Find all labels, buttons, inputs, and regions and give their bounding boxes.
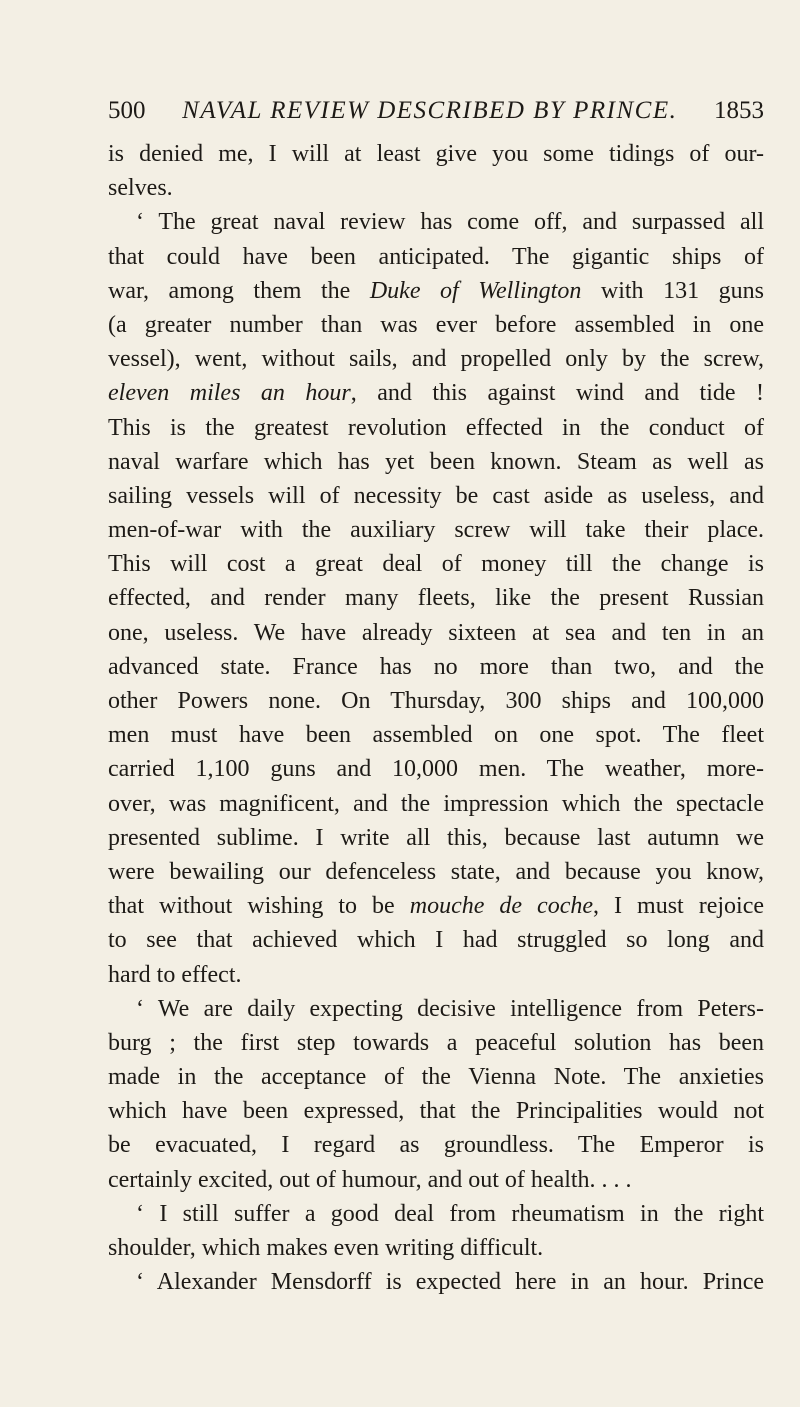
text-line — [108, 1026, 764, 1060]
text-run: hard to effect. — [108, 961, 242, 988]
text-run: made in the acceptance of the Vienna Note. The anxieties — [108, 1064, 764, 1091]
text-run: that could have been anticipated. The gigantic ships of — [108, 243, 764, 270]
text-line — [108, 513, 764, 547]
text-line — [108, 137, 764, 171]
book-page — [108, 98, 764, 1299]
text-run: carried 1,100 guns and 10,000 men. The weather, more- — [108, 756, 764, 783]
text-line — [108, 992, 764, 1026]
text-line — [108, 547, 764, 581]
text-run: , and this against wind and tide ! — [350, 380, 764, 407]
italic-text: Duke of Wellington — [369, 277, 582, 304]
text-line — [108, 342, 764, 376]
text-run: is denied me, I will at least give you some tidings of our- — [108, 141, 764, 167]
text-run: were bewailing our defenceless state, and because you know, — [108, 858, 764, 885]
text-run: to see that achieved which I had struggled so long and — [108, 927, 764, 954]
text-run: sailing vessels will of necessity be cast aside as useless, and — [108, 482, 764, 509]
text-run: This will cost a great deal of money till the change is — [108, 551, 764, 578]
text-line — [108, 821, 764, 855]
text-run: ‘ We are daily expecting decisive intelligence from Peters- — [136, 995, 764, 1022]
running-head — [108, 98, 764, 123]
text-run: that without wishing to be — [108, 893, 410, 920]
text-line — [108, 376, 764, 410]
text-line — [108, 205, 764, 239]
text-line — [108, 1163, 764, 1197]
text-run: shoulder, which makes even writing difficult. — [108, 1235, 544, 1261]
italic-text: eleven miles an hour — [108, 380, 351, 407]
text-line — [108, 889, 764, 923]
text-run: men-of-war with the auxiliary screw will take their place. — [108, 517, 764, 544]
text-line — [108, 1060, 764, 1094]
text-line — [108, 581, 764, 615]
text-run: advanced state. France has no more than two, and the — [108, 653, 764, 680]
text-run: be evacuated, I regard as groundless. The Emperor is — [108, 1132, 764, 1159]
text-run: which have been expressed, that the Principalities would not — [108, 1098, 764, 1125]
text-line — [108, 752, 764, 786]
text-line — [108, 1197, 764, 1231]
text-run: over, was magnificent, and the impression which the spectacle — [108, 790, 764, 817]
text-run: selves. — [108, 175, 173, 202]
text-line — [108, 616, 764, 650]
text-run: ‘ The great naval review has come off, and surpassed all — [136, 209, 764, 236]
running-year: 1853 — [714, 97, 764, 124]
text-run: , I must rejoice — [593, 893, 764, 920]
text-line — [108, 171, 764, 205]
text-line — [108, 1231, 764, 1265]
text-line — [108, 787, 764, 821]
text-line — [108, 923, 764, 957]
text-line — [108, 411, 764, 445]
page-number: 500 — [108, 97, 146, 124]
running-title: NAVAL REVIEW DESCRIBED BY PRINCE. — [182, 97, 678, 124]
text-line — [108, 274, 764, 308]
text-line — [108, 650, 764, 684]
text-line — [108, 855, 764, 889]
italic-text: mouche de coche — [409, 893, 594, 920]
text-run: (a greater number than was ever before assembled in one — [108, 311, 764, 338]
text-run: vessel), went, without sails, and propelled only by the screw, — [108, 346, 764, 373]
text-run: other Powers none. On Thursday, 300 ships and 100,000 — [108, 688, 764, 714]
text-line — [108, 479, 764, 513]
text-run: ‘ Alexander Mensdorff is expected here in an hour. Prince — [136, 1269, 764, 1296]
text-run: ‘ I still suffer a good deal from rheumatism in the right — [136, 1200, 764, 1227]
text-line — [108, 718, 764, 752]
text-run: with 131 guns — [581, 277, 764, 304]
text-line — [108, 1094, 764, 1128]
text-line — [108, 1128, 764, 1162]
text-run: men must have been assembled on one spot. The fleet — [108, 722, 764, 749]
text-run: presented sublime. I write all this, because last autumn we — [108, 824, 764, 851]
text-run: war, among them the — [108, 277, 370, 304]
text-run: naval warfare which has yet been known. Steam as well as — [108, 448, 764, 475]
body-text — [108, 137, 764, 1299]
text-line — [108, 445, 764, 479]
text-run: burg ; the first step towards a peaceful solution has been — [108, 1029, 764, 1056]
text-line — [108, 1265, 764, 1299]
text-run: effected, and render many fleets, like the present Russian — [108, 585, 764, 612]
text-line — [108, 684, 764, 718]
text-run: This is the greatest revolution effected in the conduct of — [108, 414, 764, 441]
text-line — [108, 958, 764, 992]
text-run: one, useless. We have already sixteen at sea and ten in an — [108, 619, 764, 646]
text-run: certainly excited, out of humour, and out of health. . . . — [108, 1166, 632, 1193]
text-line — [108, 308, 764, 342]
text-line — [108, 240, 764, 274]
